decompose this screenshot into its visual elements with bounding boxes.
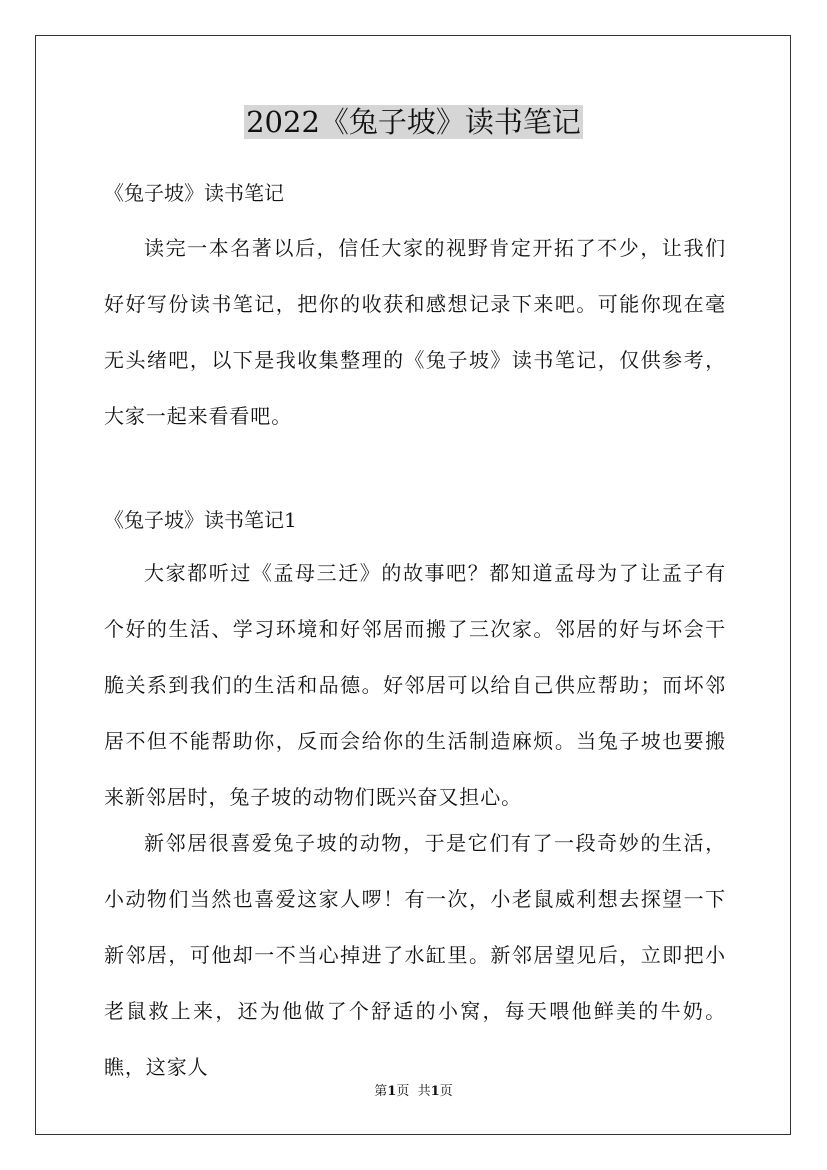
section1-paragraph-2: 新邻居很喜爱兔子坡的动物，于是它们有了一段奇妙的生活，小动物们当然也喜爱这家人啰！有一次，小老鼠威利想去探望一下新邻居，可他却一不当心掉进了水缸里。新邻居望见后，立即把小老鼠救上来，还为他做了个舒适的小窝，每天喂他鲜美的牛奶。瞧，这家人 (104, 831, 726, 1079)
footer-total-number: 1 (430, 1084, 440, 1099)
footer-total-suffix: 页 (439, 1084, 453, 1099)
intro-paragraph: 读完一本名著以后，信任大家的视野肯定开拓了不少，让我们好好写份读书笔记，把你的收获和感想记录下来吧。可能你现在毫无头绪吧，以下是我收集整理的《兔子坡》读书笔记，仅供参考，大家一起来看看吧。 (104, 236, 726, 428)
footer-page-number: 1 (387, 1084, 397, 1099)
section1-heading: 《兔子坡》读书笔记1 (104, 508, 297, 532)
page-footer (0, 1083, 827, 1101)
footer-page-suffix: 页 (396, 1084, 410, 1099)
document-title (0, 102, 827, 142)
footer-page-prefix: 第 (374, 1084, 388, 1099)
section1-paragraph-1: 大家都听过《孟母三迁》的故事吧？都知道孟母为了让孟子有个好的生活、学习环境和好邻居而搬了三次家。邻居的好与坏会干脆关系到我们的生活和品德。好邻居可以给自己供应帮助；而坏邻居不但不能帮助你，反而会给你的生活制造麻烦。当兔子坡也要搬来新邻居时，兔子坡的动物们既兴奋又担心。 (104, 561, 726, 809)
intro-heading: 《兔子坡》读书笔记 (104, 181, 284, 205)
document-title-text: 2022《兔子坡》读书笔记 (246, 105, 581, 139)
footer-total-prefix: 共 (417, 1084, 431, 1099)
